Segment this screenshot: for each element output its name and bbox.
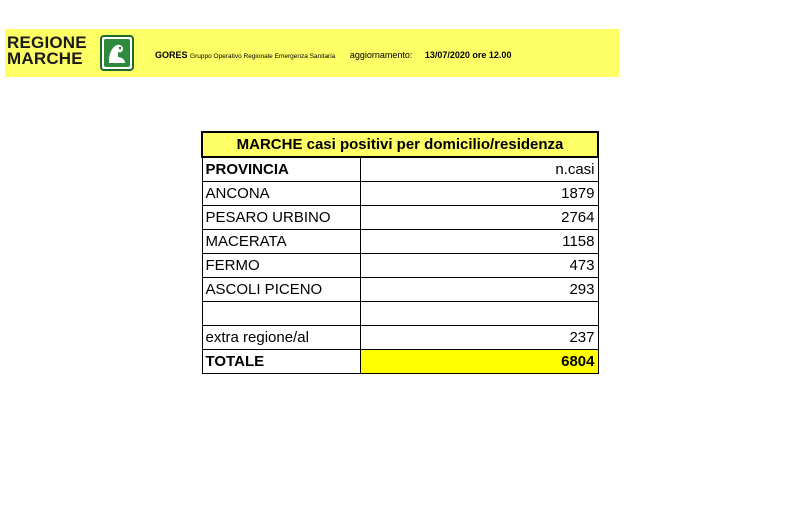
empty-cell [202,302,360,326]
total-label: TOTALE [202,350,360,374]
province-cell: PESARO URBINO [202,206,360,230]
org-short: GORES [155,50,188,60]
table-header-row [202,157,598,182]
region-emblem-icon [100,35,134,71]
table-row [202,254,598,278]
cases-table [201,131,599,374]
header-province: PROVINCIA [202,157,360,182]
update-date: 13/07/2020 ore 12.00 [424,50,512,60]
table-title-row [202,132,598,157]
logo-line-2: MARCHE [7,49,83,68]
empty-cell [360,302,598,326]
total-row [202,350,598,374]
cases-cell: 1879 [360,182,598,206]
update-label: aggiornamento: [349,50,413,60]
header-banner [5,29,619,77]
table-row [202,278,598,302]
cases-cell: 473 [360,254,598,278]
cases-cell: 293 [360,278,598,302]
region-logo-text [7,35,87,67]
extra-region-value: 237 [360,326,598,350]
province-cell: ANCONA [202,182,360,206]
table-row [202,182,598,206]
table-row [202,230,598,254]
header-cases: n.casi [360,157,598,182]
extra-region-label: extra regione/al [202,326,360,350]
table-title: MARCHE casi positivi per domicilio/residenza [202,132,598,157]
gores-info [155,50,511,60]
empty-row [202,302,598,326]
cases-cell: 1158 [360,230,598,254]
province-cell: MACERATA [202,230,360,254]
province-cell: ASCOLI PICENO [202,278,360,302]
total-value: 6804 [360,350,598,374]
org-full: Gruppo Operativo Regionale Emergenza Sanitaria [190,53,336,60]
province-cell: FERMO [202,254,360,278]
extra-region-row [202,326,598,350]
logo-line-1: REGIONE [7,33,87,52]
table-row [202,206,598,230]
cases-cell: 2764 [360,206,598,230]
